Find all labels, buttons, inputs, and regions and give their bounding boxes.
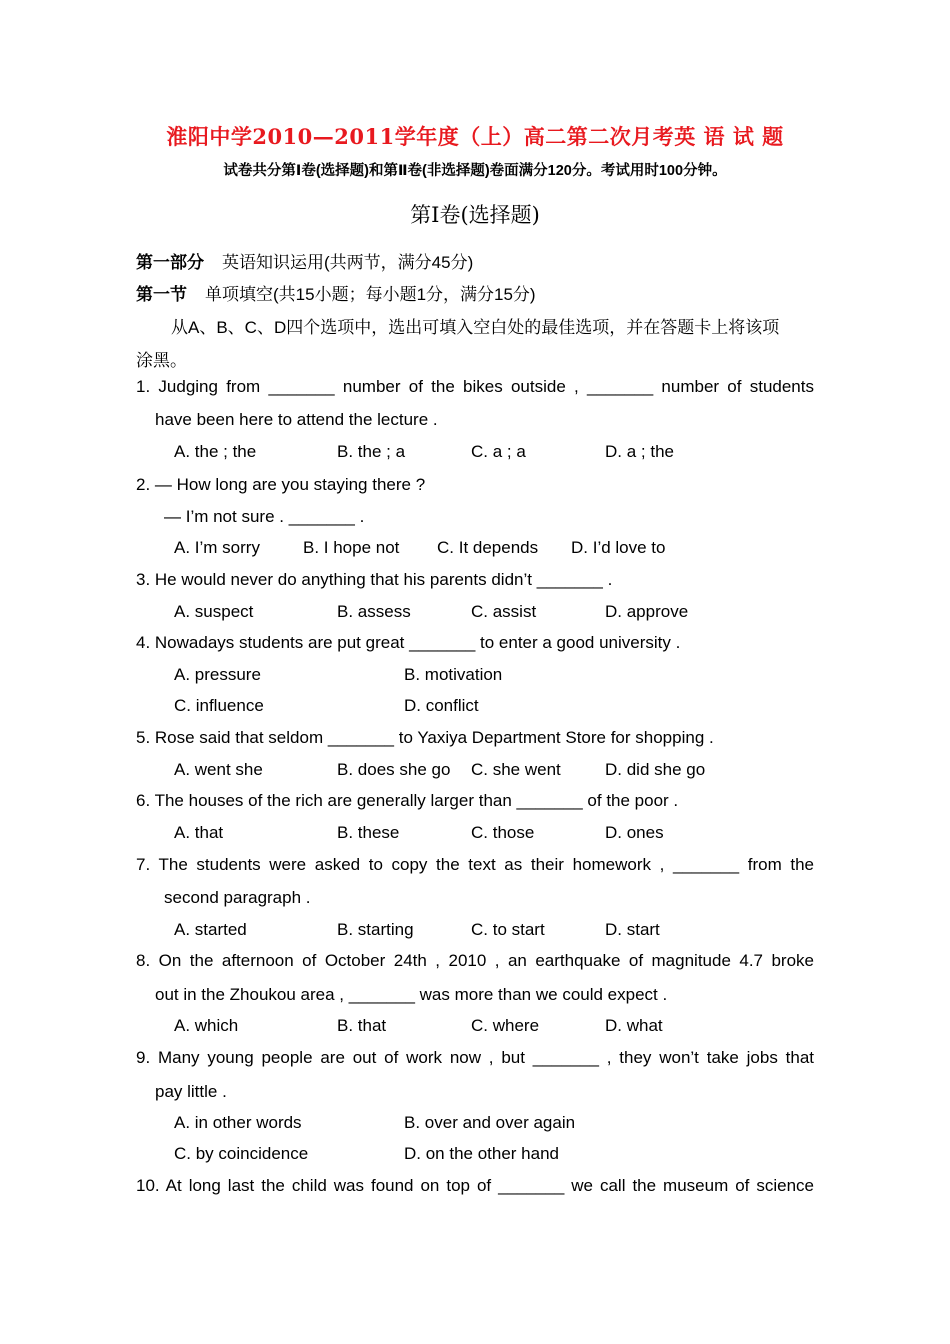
section-heading [136, 280, 814, 305]
q8-option-a: A. which [174, 1016, 239, 1035]
q4-option-d: D. conflict [404, 696, 479, 715]
question-3-stem: 3. He would never do anything that his parents didn’t _______ . [136, 570, 613, 589]
q1-option-b: B. the ; a [337, 442, 406, 461]
question-5-stem: 5. Rose said that seldom _______ to Yaxiya Department Store for shopping . [136, 728, 714, 747]
section-text: 单项填空(共15小题；每小题1分，满分15分) [205, 285, 536, 304]
question-9-stem: 9. Many young people are out of work now , but _______ , they won’t take jobs that [136, 1048, 814, 1067]
question-1-stem: 1. Judging from _______ number of the bikes outside , _______ number of students [136, 377, 814, 396]
exam-subtitle: 试卷共分第Ⅰ卷(选择题)和第Ⅱ卷(非选择题)卷面满分120分。考试用时100分钟。 [223, 163, 727, 179]
q1-option-d: D. a ; the [605, 442, 674, 461]
q4-option-a: A. pressure [174, 665, 261, 684]
q4-option-b: B. motivation [404, 665, 503, 684]
q9-option-b: B. over and over again [404, 1113, 576, 1132]
q5-option-b: B. does she go [337, 760, 451, 779]
q8-option-d: D. what [605, 1016, 663, 1035]
part-heading [136, 248, 814, 273]
question-2-stem-cont: — I’m not sure . _______ . [164, 507, 365, 526]
q1-option-a: A. the ; the [174, 442, 257, 461]
q9-option-c: C. by coincidence [174, 1144, 309, 1163]
q6-option-c: C. those [471, 823, 535, 842]
question-4-stem: 4. Nowadays students are put great _______ to enter a good university . [136, 633, 681, 652]
q5-option-a: A. went she [174, 760, 263, 779]
instruction-line-2: 涂黑。 [136, 351, 187, 370]
q3-option-d: D. approve [605, 602, 689, 621]
q9-option-d: D. on the other hand [404, 1144, 560, 1163]
q5-option-c: C. she went [471, 760, 561, 779]
q6-option-d: D. ones [605, 823, 664, 842]
part-text: 英语知识运用(共两节，满分45分) [222, 253, 474, 272]
q2-option-a: A. I’m sorry [174, 538, 260, 557]
q6-option-a: A. that [174, 823, 224, 842]
question-9-stem-cont: pay little . [155, 1082, 227, 1101]
q2-option-c: C. It depends [437, 538, 539, 557]
q7-option-a: A. started [174, 920, 247, 939]
question-10-stem: 10. At long last the child was found on top of _______ we call the museum of science [136, 1176, 814, 1195]
part-label: 第一部分 [136, 253, 204, 272]
question-8-stem: 8. On the afternoon of October 24th , 2010 , an earthquake of magnitude 4.7 broke [136, 951, 814, 970]
q8-option-b: B. that [337, 1016, 387, 1035]
question-2-stem: 2. — How long are you staying there ? [136, 475, 426, 494]
instruction-line-1: 从A、B、C、D四个选项中，选出可填入空白处的最佳选项，并在答题卡上将该项 [171, 318, 780, 337]
q2-option-d: D. I’d love to [571, 538, 666, 557]
q3-option-b: B. assess [337, 602, 411, 621]
q7-option-d: D. start [605, 920, 660, 939]
q8-option-c: C. where [471, 1016, 540, 1035]
question-1-stem-cont: have been here to attend the lecture . [155, 410, 438, 429]
q3-option-a: A. suspect [174, 602, 254, 621]
q2-option-b: B. I hope not [303, 538, 400, 557]
q3-option-c: C. assist [471, 602, 537, 621]
q9-option-a: A. in other words [174, 1113, 302, 1132]
question-6-stem: 6. The houses of the rich are generally larger than _______ of the poor . [136, 791, 679, 810]
question-8-stem-cont: out in the Zhoukou area , _______ was more than we could expect . [155, 985, 668, 1004]
question-7-stem: 7. The students were asked to copy the text as their homework , _______ from the [136, 855, 814, 874]
q6-option-b: B. these [337, 823, 400, 842]
q7-option-c: C. to start [471, 920, 545, 939]
q7-option-b: B. starting [337, 920, 414, 939]
q1-option-c: C. a ; a [471, 442, 526, 461]
q4-option-c: C. influence [174, 696, 264, 715]
question-7-stem-cont: second paragraph . [164, 888, 311, 907]
section-label: 第一节 [136, 285, 187, 304]
q5-option-d: D. did she go [605, 760, 706, 779]
volume-heading: 第Ⅰ卷(选择题) [410, 203, 540, 227]
exam-title: 淮阳中学2010—2011学年度（上）高二第二次月考英 语 试 题 [166, 124, 784, 149]
